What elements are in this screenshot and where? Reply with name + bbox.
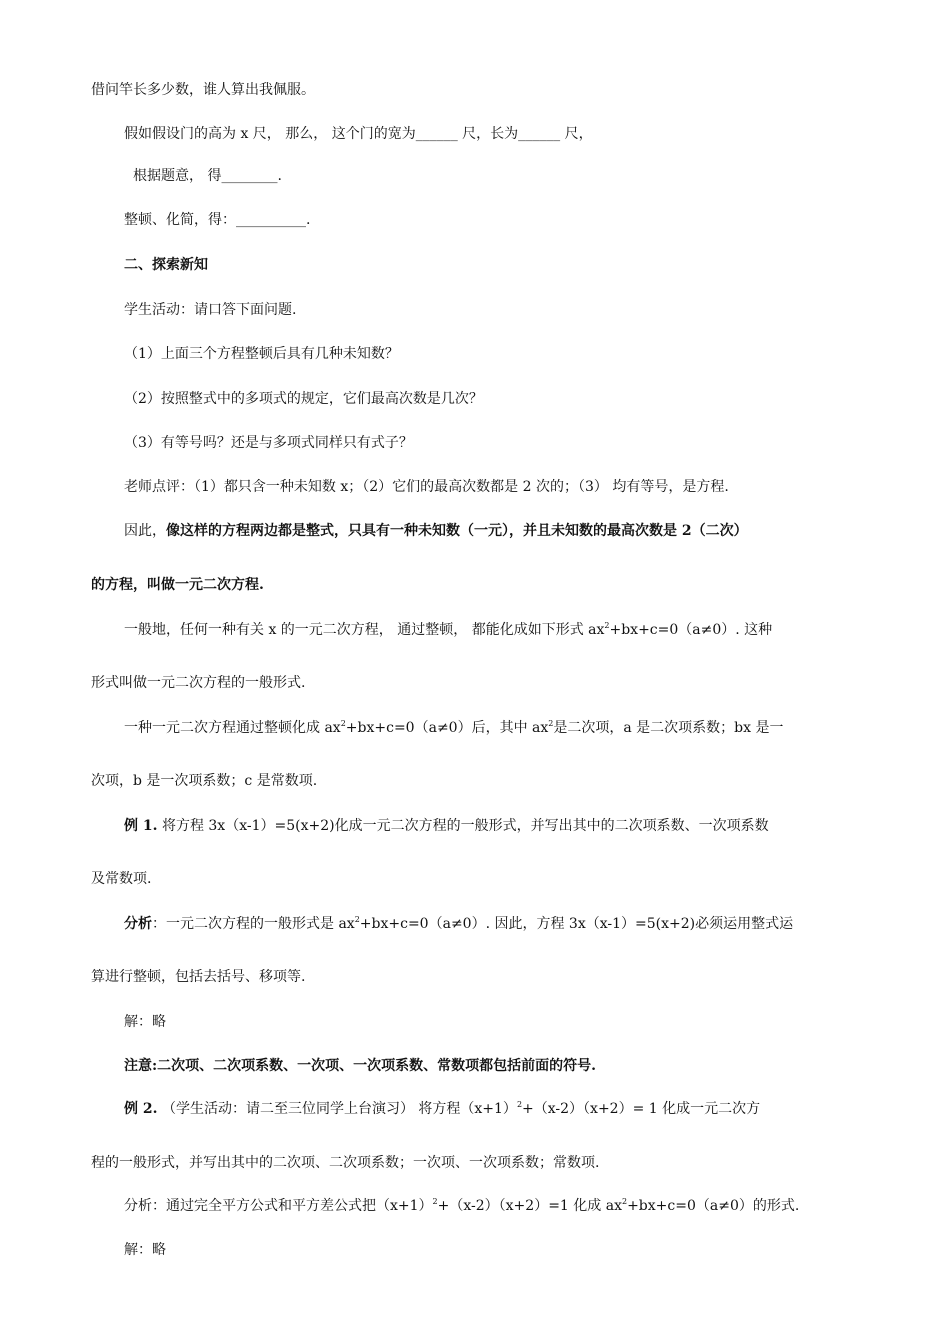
analysis-label: 分析 [124, 916, 152, 932]
question-item: （2）按照整式中的多项式的规定，它们最高次数是几次？ [124, 391, 483, 407]
text-run: +bx+c=0（a≠0）. 因此，方程 3x（x-1）=5(x+2)必须运用整式运 [359, 916, 794, 932]
text-line: 整顿、化简，得：__________. [124, 212, 311, 228]
text-line: 老师点评：（1）都只含一种未知数 x；（2）它们的最高次数都是 2 次的；（3） 均有等号，是方程. [124, 479, 729, 495]
text-line: 借问竿长多少数，谁人算出我佩服。 [91, 82, 315, 98]
exponent: 2 [548, 719, 554, 728]
solution-line: 解：略 [124, 1242, 166, 1258]
definition-lead: 因此， [124, 523, 166, 539]
analysis-line [124, 914, 793, 934]
example-label: 例 2. [124, 1101, 158, 1117]
analysis-line [124, 1196, 799, 1216]
text-line: 算进行整顿，包括去括号、移项等. [91, 969, 306, 985]
question-item: （1）上面三个方程整顿后具有几种未知数？ [124, 346, 399, 362]
text-run: +bx+c=0（a≠0）的形式. [627, 1198, 800, 1214]
text-line: 学生活动：请口答下面问题. [124, 302, 297, 318]
text-run: 一般地，任何一种有关 x 的一元二次方程， 通过整顿， 都能化成如下形式 ax [124, 622, 605, 638]
solution-line: 解：略 [124, 1014, 166, 1030]
text-run: 是二次项，a 是二次项系数；bx 是一 [553, 720, 784, 736]
text-line: 形式叫做一元二次方程的一般形式. [91, 675, 306, 691]
text-line [124, 718, 783, 738]
text-line: 假如假设门的高为 x 尺， 那么， 这个门的宽为______ 尺，长为______ 尺， [124, 126, 593, 142]
example-line [124, 1099, 760, 1119]
text-line: 及常数项. [91, 871, 152, 887]
definition-line: 的方程，叫做一元二次方程. [91, 577, 264, 593]
text-run: 将方程 3x（x-1）=5(x+2)化成一元二次方程的一般形式，并写出其中的二次项系数、一次项系数 [157, 818, 769, 834]
text-run: +bx+c=0（a≠0）后，其中 ax [345, 720, 549, 736]
text-run: 一种一元二次方程通过整顿化成 ax [124, 720, 341, 736]
example-line [124, 816, 769, 836]
exponent: 2 [432, 1197, 438, 1206]
text-run: （学生活动：请二至三位同学上台演习） 将方程（x+1） [157, 1101, 517, 1117]
text-line [124, 620, 772, 640]
exponent: 2 [340, 719, 346, 728]
exponent: 2 [604, 621, 610, 630]
section-heading: 二、探索新知 [124, 257, 208, 273]
definition-text: 像这样的方程两边都是整式，只具有一种未知数（一元），并且未知数的最高次数是 2（二次） [166, 523, 748, 539]
text-run: +（x-2）（x+2）=1 化成 ax [437, 1198, 622, 1214]
text-run: +（x-2）（x+2）= 1 化成一元二次方 [522, 1101, 761, 1117]
text-run: +bx+c=0（a≠0）. 这种 [609, 622, 773, 638]
note-line: 注意:二次项、二次项系数、一次项、一次项系数、常数项都包括前面的符号. [124, 1058, 597, 1074]
text-line: 次项，b 是一次项系数；c 是常数项. [91, 773, 318, 789]
example-label: 例 1. [124, 818, 158, 834]
question-item: （3）有等号吗？还是与多项式同样只有式子？ [124, 435, 413, 451]
exponent: 2 [621, 1197, 628, 1206]
exponent: 2 [354, 915, 360, 924]
text-line: 根据题意， 得________. [133, 168, 282, 184]
exponent: 2 [516, 1100, 523, 1109]
text-run: ：一元二次方程的一般形式是 ax [152, 916, 355, 932]
definition-line [124, 521, 748, 541]
text-run: 分析：通过完全平方公式和平方差公式把（x+1） [124, 1198, 433, 1214]
text-line: 程的一般形式，并写出其中的二次项、二次项系数；一次项、一次项系数；常数项. [91, 1155, 600, 1171]
